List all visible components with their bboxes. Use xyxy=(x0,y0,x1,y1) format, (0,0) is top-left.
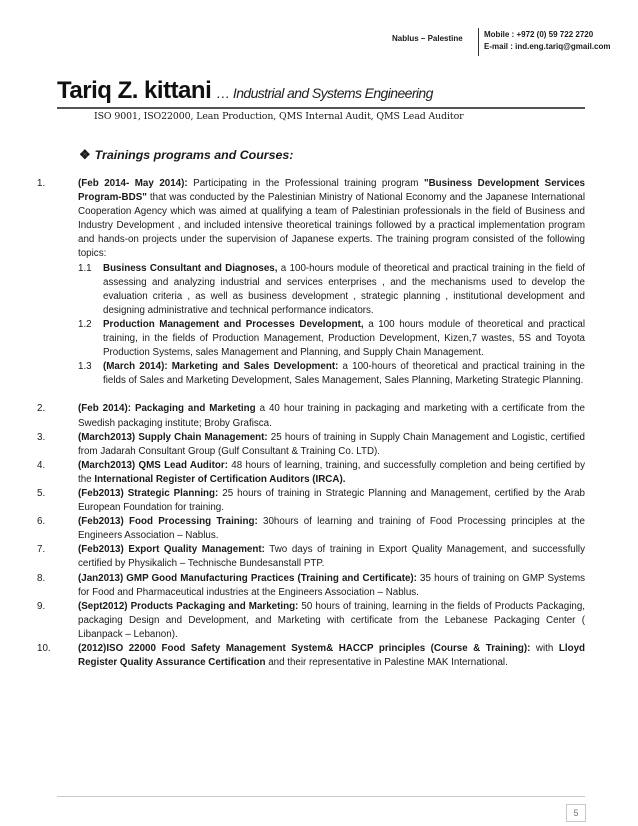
body-text: a 100-hours module of theoretical and practical training in the field of assessing and analyzing industrial and services enterprises , and the mechanisms used to develop the evaluation criteria , as well as business development , strategic planning , institutional development and designing administrative and technical performance indicators. xyxy=(103,262,585,316)
emphasis-text: Production Management and Processes Development, xyxy=(103,318,364,330)
item-text xyxy=(78,431,585,459)
certifications-line: ISO 9001, ISO22000, Lean Production, QMS Internal Audit, QMS Lead Auditor xyxy=(94,111,464,122)
training-item xyxy=(37,459,585,487)
item-text xyxy=(78,177,585,262)
footer-rule xyxy=(57,796,585,797)
trainings-list xyxy=(37,177,585,670)
training-subitem xyxy=(78,360,585,388)
subitem-number: 1.3 xyxy=(78,361,92,373)
emphasis-text: (Feb 2014): Packaging and Marketing xyxy=(78,403,256,415)
training-subitem xyxy=(78,262,585,318)
subitem-number: 1.1 xyxy=(78,262,92,274)
training-item xyxy=(37,402,585,430)
title-rule xyxy=(57,107,585,109)
emphasis-text: (March2013) QMS Lead Auditor: xyxy=(78,459,228,471)
emphasis-text: (Feb2013) Strategic Planning: xyxy=(78,487,219,499)
subitem-text xyxy=(103,360,585,388)
body-text: 48 hours of learning, training, and successfully completion and being certified by the xyxy=(78,459,586,485)
mobile-number: Mobile : +972 (0) 59 722 2720 xyxy=(484,30,594,39)
emphasis-text: "Business Development Services Program-BDS" xyxy=(78,178,585,204)
item-text xyxy=(78,515,585,543)
body-text: 30hours of learning and training of Food Processing principles at the Engineers Association – Nablus. xyxy=(78,516,585,542)
item-text xyxy=(78,459,585,487)
emphasis-text: (Jan2013) GMP Good Manufacturing Practices (Training and Certificate): xyxy=(78,572,417,584)
emphasis-text: (March2013) Supply Chain Management: xyxy=(78,431,268,443)
header-separator xyxy=(478,28,479,56)
body-text: Two days of training in Export Quality Management, and successfully certified by Physikalich – Technische Bundesanstall PTP. xyxy=(78,544,586,570)
item-number: 4. xyxy=(37,459,46,471)
training-subitem xyxy=(78,318,585,360)
name-row xyxy=(57,77,433,105)
subitem-text xyxy=(103,318,585,360)
page-number: 5 xyxy=(566,804,586,822)
diamond-bullet-icon: ❖ xyxy=(79,147,91,162)
training-item xyxy=(37,642,585,670)
item-number: 6. xyxy=(37,516,46,528)
profession-tagline: … Industrial and Systems Engineering xyxy=(216,85,433,101)
list-spacer xyxy=(37,388,585,402)
body-text: 50 hours of training, learning in the fields of Products Packaging, packaging Design and Development, and Marketing with certificate from the Lebanese Packaging Center ( Libanpack – Lebanon). xyxy=(78,600,585,640)
body-text: with xyxy=(530,643,559,654)
item-number: 1. xyxy=(37,178,46,189)
emphasis-text: (March 2014): Marketing and Sales Development: xyxy=(103,361,339,373)
item-text xyxy=(78,642,585,670)
body-text: a 100 hours module of theoretical and practical training, in the fields of Production Management, Production Development, Kizen,7 wastes, 5S and Toyota Production Systems, sales Management and Planning, and Supply Chain Management. xyxy=(103,318,586,359)
item-number: 8. xyxy=(37,572,46,584)
body-text: and their representative in Palestine MAK International. xyxy=(265,657,508,669)
emphasis-text: Business Consultant and Diagnoses, xyxy=(103,262,278,274)
body-text: Participating in the Professional training program xyxy=(187,178,424,189)
emphasis-text: Lloyd Register Quality Assurance Certification xyxy=(78,643,585,669)
training-item xyxy=(37,515,585,543)
subitem-text xyxy=(103,262,585,318)
item-text xyxy=(78,572,585,600)
body-text: that was conducted by the Palestinian Ministry of National Economy and the Japanese International Cooperation Agency which was aimed at qualifying a team of Palestinian professionals in the field of Business and Industry Development , and included intensive theoretical trainings followed by a practical implementation program and hands-on projects under the supervision of Japanese experts. The training program consisted of the following topics: xyxy=(78,192,585,260)
body-text: 25 hours of training in Supply Chain Management and Logistic, certified from Jadarah Consultant Group (Gulf Consultant & Training Co. LTD). xyxy=(78,431,585,457)
item-number: 2. xyxy=(37,403,46,415)
emphasis-text: (2012)ISO 22000 Food Safety Management System& HACCP principles (Course & Training): xyxy=(78,643,531,654)
person-name: Tariq Z. kittani xyxy=(57,77,212,104)
subitem-number: 1.2 xyxy=(78,318,92,330)
training-item xyxy=(37,487,585,515)
item-text xyxy=(78,402,585,430)
body-text: a 40 hour training in packaging and marketing with a certificate from the Swedish packaging institute; Broby Grafisca. xyxy=(78,403,585,429)
emphasis-text: International Register of Certification Auditors (IRCA). xyxy=(94,473,346,485)
training-item xyxy=(37,572,585,600)
section-heading xyxy=(79,147,293,163)
body-text: a 100-hours of theoretical and practical training in the fields of Sales and Marketing Development, Sales Management, Sales Planning, Marketing Strategic Planning. xyxy=(103,361,586,387)
header-location: Nablus – Palestine xyxy=(392,34,463,43)
emphasis-text: (Feb 2014- May 2014): xyxy=(78,178,188,189)
item-number: 5. xyxy=(37,487,46,499)
emphasis-text: (Sept2012) Products Packaging and Marketing: xyxy=(78,600,299,612)
training-item xyxy=(37,543,585,571)
item-text xyxy=(78,487,585,515)
training-item xyxy=(37,600,585,642)
item-number: 7. xyxy=(37,544,46,556)
item-number: 9. xyxy=(37,600,46,612)
section-title: Trainings programs and Courses: xyxy=(94,148,294,162)
item-number: 10. xyxy=(37,643,51,654)
email-address: E-mail : ind.eng.tariq@gmail.com xyxy=(484,42,611,51)
header-contact xyxy=(484,29,610,53)
emphasis-text: (Feb2013) Food Processing Training: xyxy=(78,516,258,528)
body-text: 35 hours of training on GMP Systems for Food and Pharmaceutical industries at the Engineers Association – Nablus. xyxy=(78,572,586,598)
emphasis-text: (Feb2013) Export Quality Management: xyxy=(78,544,265,556)
body-text: 25 hours of training in Strategic Planning and Management, certified by the Arab European Foundation for training. xyxy=(78,487,585,514)
item-text xyxy=(78,543,585,571)
training-item xyxy=(37,431,585,459)
item-number: 3. xyxy=(37,431,46,443)
training-item xyxy=(37,177,585,388)
item-text xyxy=(78,600,585,642)
